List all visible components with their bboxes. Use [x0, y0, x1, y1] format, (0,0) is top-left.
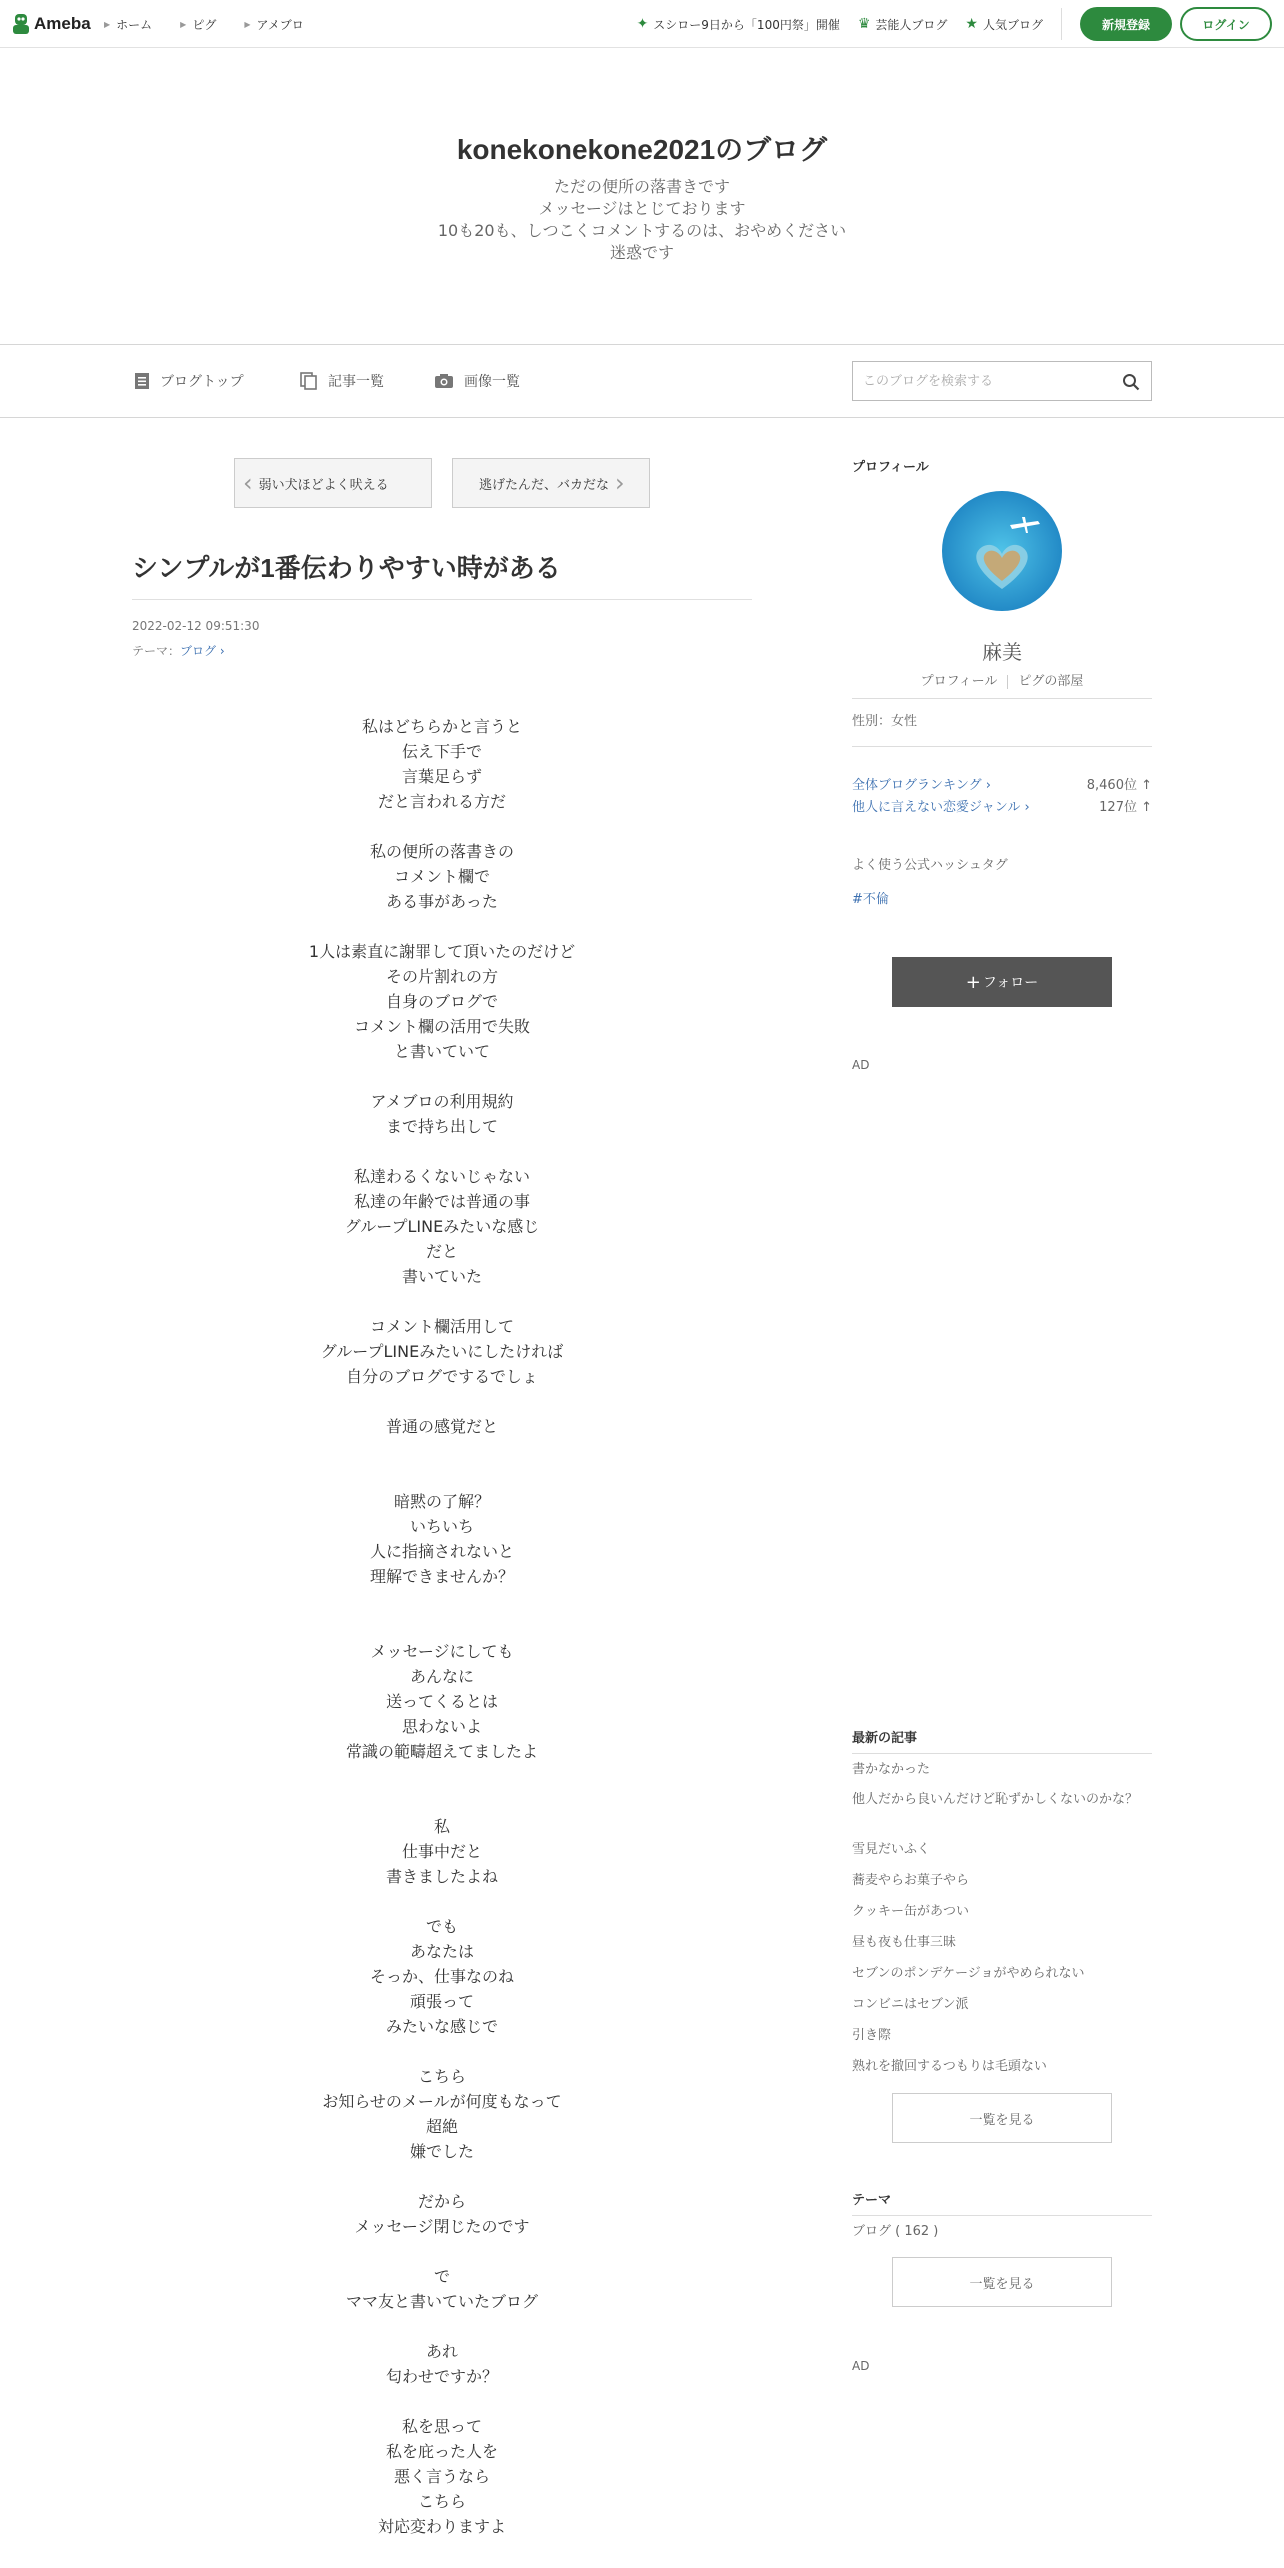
copy-icon [300, 372, 318, 390]
avatar-image [942, 491, 1062, 611]
divider [1061, 8, 1062, 40]
nav-home[interactable] [104, 16, 152, 33]
article-body [132, 714, 752, 2564]
global-nav [104, 0, 304, 48]
body-line: 思わないよ [401, 1717, 482, 1736]
body-line: 伝え下手で [401, 742, 482, 761]
gender-divider [852, 746, 1152, 747]
theme-item[interactable]: ブログ ( 162 ) [852, 2224, 939, 2239]
body-line: いちいち [409, 1517, 474, 1536]
body-line: 匂わせですか？ [385, 2367, 498, 2386]
body-line: コメント欄活用して [369, 1317, 514, 1336]
recent-item[interactable]: コンビニはセブン派 [852, 1997, 969, 2012]
paragraph [132, 1489, 752, 1589]
body-line: だと [425, 1242, 458, 1261]
body-line: こちら [417, 2492, 466, 2511]
body-line: 書いていた [401, 1267, 482, 1286]
paragraph [132, 2064, 752, 2164]
ameba-logo-icon [12, 12, 30, 36]
blog-description [0, 176, 1284, 264]
see-all-entries-button[interactable]: 一覧を見る [892, 2093, 1112, 2143]
title-divider [132, 599, 752, 600]
theme-divider [852, 2215, 1152, 2216]
paragraph [132, 1414, 752, 1439]
rank-overall-link[interactable]: 全体ブログランキング › [852, 778, 991, 793]
body-line: 理解できませんか？ [369, 1567, 514, 1586]
body-line: 普通の感覚だと [385, 1417, 498, 1436]
recent-item[interactable]: 熟れを撤回するつもりは毛頭ない [852, 2059, 1047, 2074]
body-line: 対応変わりますよ [377, 2517, 506, 2536]
paragraph [132, 1314, 752, 1389]
body-line: 私達わるくないじゃない [353, 1167, 530, 1186]
pig-room-link[interactable]: ピグの部屋 [1018, 674, 1084, 689]
body-line: 超絶 [425, 2117, 458, 2136]
paragraph [132, 1164, 752, 1289]
body-line: 自身のブログで [385, 992, 498, 1011]
next-entry-label: 逃げたんだ、バカだな [479, 477, 610, 493]
body-line: まで持ち出して [385, 1117, 498, 1136]
recent-item[interactable]: 書かなかった [852, 1762, 931, 1777]
ameba-logo[interactable] [12, 12, 91, 36]
popular-blog-label: 人気ブログ [982, 17, 1043, 32]
promo-link[interactable] [637, 16, 840, 33]
body-line: あれ [425, 2342, 458, 2361]
body-line: 私 [433, 1817, 450, 1836]
blog-top-label: ブログトップ [160, 374, 244, 390]
theme-link-label: ブログ [180, 644, 217, 658]
prev-entry-link[interactable] [234, 458, 432, 508]
body-line: コメント欄の活用で失敗 [353, 1017, 530, 1036]
article-date: 2022-02-12 09:51:30 [132, 619, 260, 633]
ad-label: AD [852, 1058, 870, 1072]
recent-item[interactable]: 引き際 [852, 2028, 892, 2043]
rank-genre-label: 他人に言えない恋愛ジャンル [852, 800, 1021, 815]
paragraph [132, 2339, 752, 2389]
body-line: その片割れの方 [385, 967, 498, 986]
hashtag-heading: よく使う公式ハッシュタグ [852, 858, 1008, 873]
recent-item[interactable]: クッキー缶があつい [852, 1904, 970, 1919]
crown-icon: ♛ [857, 16, 871, 32]
search-icon [1122, 373, 1140, 391]
rank-genre-link[interactable]: 他人に言えない恋愛ジャンル › [852, 800, 1030, 815]
body-line: 送ってくるとは [385, 1692, 498, 1711]
paragraph [132, 1814, 752, 1889]
blog-description-line: 10も20も、しつこくコメントするのは、おやめください [437, 221, 847, 240]
recent-item[interactable]: セブンのポンデケージョがやめられない [852, 1966, 1085, 1981]
nav-home-label: ホーム [116, 17, 153, 32]
triangle-right-icon: ▶ [104, 19, 111, 29]
blog-header [0, 48, 1284, 344]
paragraph [132, 939, 752, 1064]
nav-ameblo-label: アメブロ [256, 17, 304, 32]
body-line: メッセージ閉じたのです [354, 2217, 530, 2236]
nav-pig[interactable] [180, 16, 216, 33]
ameba-logo-text: Ameba [34, 14, 91, 33]
body-line: 人に指摘されないと [369, 1542, 514, 1561]
paragraph [132, 1914, 752, 2039]
search-button[interactable] [1119, 370, 1143, 394]
profile-links [852, 670, 1152, 689]
image-list-link[interactable] [434, 345, 520, 417]
body-line: メッセージにしても [370, 1642, 514, 1661]
blog-description-line: 迷惑です [609, 243, 674, 262]
rank-genre [852, 796, 1152, 815]
body-line: 1人は素直に謝罪して頂いたのだけど [308, 942, 576, 961]
paragraph [132, 2189, 752, 2239]
triangle-right-icon: ▶ [180, 19, 187, 29]
recent-divider [852, 1753, 1152, 1754]
celeb-blog-link[interactable] [858, 16, 948, 33]
body-line: 常識の範疇超えてましたよ [345, 1742, 538, 1761]
blog-description-line: ただの便所の落書きです [553, 177, 730, 196]
follow-button[interactable] [892, 957, 1112, 1007]
entry-list-label: 記事一覧 [328, 374, 384, 390]
blog-nav [0, 345, 1284, 417]
article-theme [132, 642, 225, 659]
header-right [637, 0, 1272, 48]
profile-divider [852, 698, 1152, 699]
body-line: そっか、仕事なのね [369, 1967, 514, 1986]
body-line: 悪く言うなら [393, 2467, 490, 2486]
body-line: グループLINEみたいにしたければ [320, 1342, 564, 1361]
chevron-left-icon: ‹ [243, 469, 253, 497]
popular-blog-link[interactable] [965, 16, 1043, 33]
body-line: 私はどちらかと言うと [361, 717, 522, 736]
recent-item[interactable]: 他人だから良いんだけど恥ずかしくないのかな？ [852, 1792, 1139, 1807]
body-line: みたいな感じで [385, 2017, 498, 2036]
nav-divider [0, 417, 1284, 418]
body-line: 頑張って [409, 1992, 474, 2011]
body-line: 言葉足らず [401, 767, 482, 786]
body-line: アメブロの利用規約 [370, 1092, 514, 1111]
body-line: 私達の年齢では普通の事 [353, 1192, 530, 1211]
login-button[interactable]: ログイン [1180, 7, 1272, 41]
paragraph [132, 839, 752, 914]
blog-title[interactable]: konekonekone2021のブログ [456, 134, 828, 165]
body-line: 私を庇った人を [385, 2442, 498, 2461]
rank-overall-value: 8,460位 ↑ [1086, 778, 1152, 793]
theme-label: テーマ： [132, 644, 181, 658]
promo-label: スシロー9日から「100円祭」開催 [653, 17, 840, 32]
theme-heading: テーマ [852, 2193, 892, 2208]
triangle-right-icon: ▶ [244, 19, 251, 29]
rank-overall [852, 774, 1152, 793]
paragraph [132, 714, 752, 814]
image-list-label: 画像一覧 [464, 374, 520, 390]
global-header [0, 0, 1284, 48]
divider [1007, 675, 1008, 689]
recent-item[interactable]: 雪見だいふく [852, 1842, 931, 1857]
paragraph [132, 2414, 752, 2539]
recent-item[interactable]: 蕎麦やらお菓子やら [852, 1873, 970, 1888]
body-line: コメント欄で [393, 867, 490, 886]
recent-heading: 最新の記事 [852, 1731, 918, 1746]
paragraph [132, 1089, 752, 1139]
theme-link[interactable]: ブログ › [180, 644, 225, 658]
sparkle-icon: ✦ [636, 16, 649, 32]
rank-overall-label: 全体ブログランキング [852, 778, 982, 793]
paragraph [132, 2264, 752, 2314]
rank-genre-value: 127位 ↑ [1099, 800, 1152, 815]
body-line: 暗黙の了解？ [393, 1492, 490, 1511]
nav-pig-label: ピグ [192, 17, 217, 32]
body-line: あなたは [409, 1942, 474, 1961]
prev-entry-label: 弱い犬ほどよく吠える [258, 477, 389, 493]
celeb-blog-label: 芸能人ブログ [875, 17, 948, 32]
body-line: 仕事中だと [401, 1842, 482, 1861]
body-line: 自分のブログでするでしょ [346, 1367, 538, 1386]
blog-top-link[interactable] [134, 345, 244, 417]
blog-description-line: メッセージはとじております [538, 199, 746, 218]
next-entry-link[interactable] [452, 458, 650, 508]
chevron-right-icon: › [615, 469, 625, 497]
body-line: お知らせのメールが何度もなって [322, 2092, 562, 2111]
body-line: でも [425, 1917, 458, 1936]
blog-search-input[interactable] [863, 362, 1103, 400]
signup-button[interactable]: 新規登録 [1080, 7, 1172, 41]
body-line: 書きましたよね [385, 1867, 498, 1886]
body-line: で [433, 2267, 450, 2286]
profile-link[interactable]: プロフィール [920, 674, 998, 689]
star-icon: ★ [965, 16, 978, 32]
body-line: 嫌でした [409, 2142, 474, 2161]
follow-label: フォロー [982, 975, 1039, 991]
body-line: ママ友と書いていたブログ [345, 2292, 538, 2311]
camera-icon [434, 373, 454, 389]
body-line: あんなに [409, 1667, 474, 1686]
body-line: こちら [417, 2067, 466, 2086]
profile-name: 麻美 [982, 640, 1022, 664]
body-line: だと言われる方だ [377, 792, 506, 811]
entry-list-link[interactable] [300, 345, 384, 417]
avatar[interactable] [942, 491, 1062, 611]
body-line: だから [417, 2192, 466, 2211]
body-line: ある事があった [386, 892, 498, 911]
profile-gender: 性別：女性 [852, 714, 918, 729]
body-line: グループLINEみたいな感じ [344, 1217, 540, 1236]
hashtag-link[interactable]: #不倫 [852, 892, 889, 907]
nav-ameblo[interactable] [244, 16, 303, 33]
body-line: と書いていて [393, 1042, 490, 1061]
article-title[interactable]: シンプルが1番伝わりやすい時がある [132, 553, 561, 583]
document-icon [134, 372, 150, 390]
see-all-themes-button[interactable]: 一覧を見る [892, 2257, 1112, 2307]
ad-label: AD [852, 2359, 870, 2373]
recent-item[interactable]: 昼も夜も仕事三昧 [852, 1935, 957, 1950]
plus-icon: + [965, 971, 981, 993]
body-line: 私の便所の落書きの [369, 842, 514, 861]
paragraph [132, 1639, 752, 1764]
blog-search [852, 361, 1152, 401]
body-line: 私を思って [401, 2417, 482, 2436]
profile-heading: プロフィール [852, 460, 929, 475]
